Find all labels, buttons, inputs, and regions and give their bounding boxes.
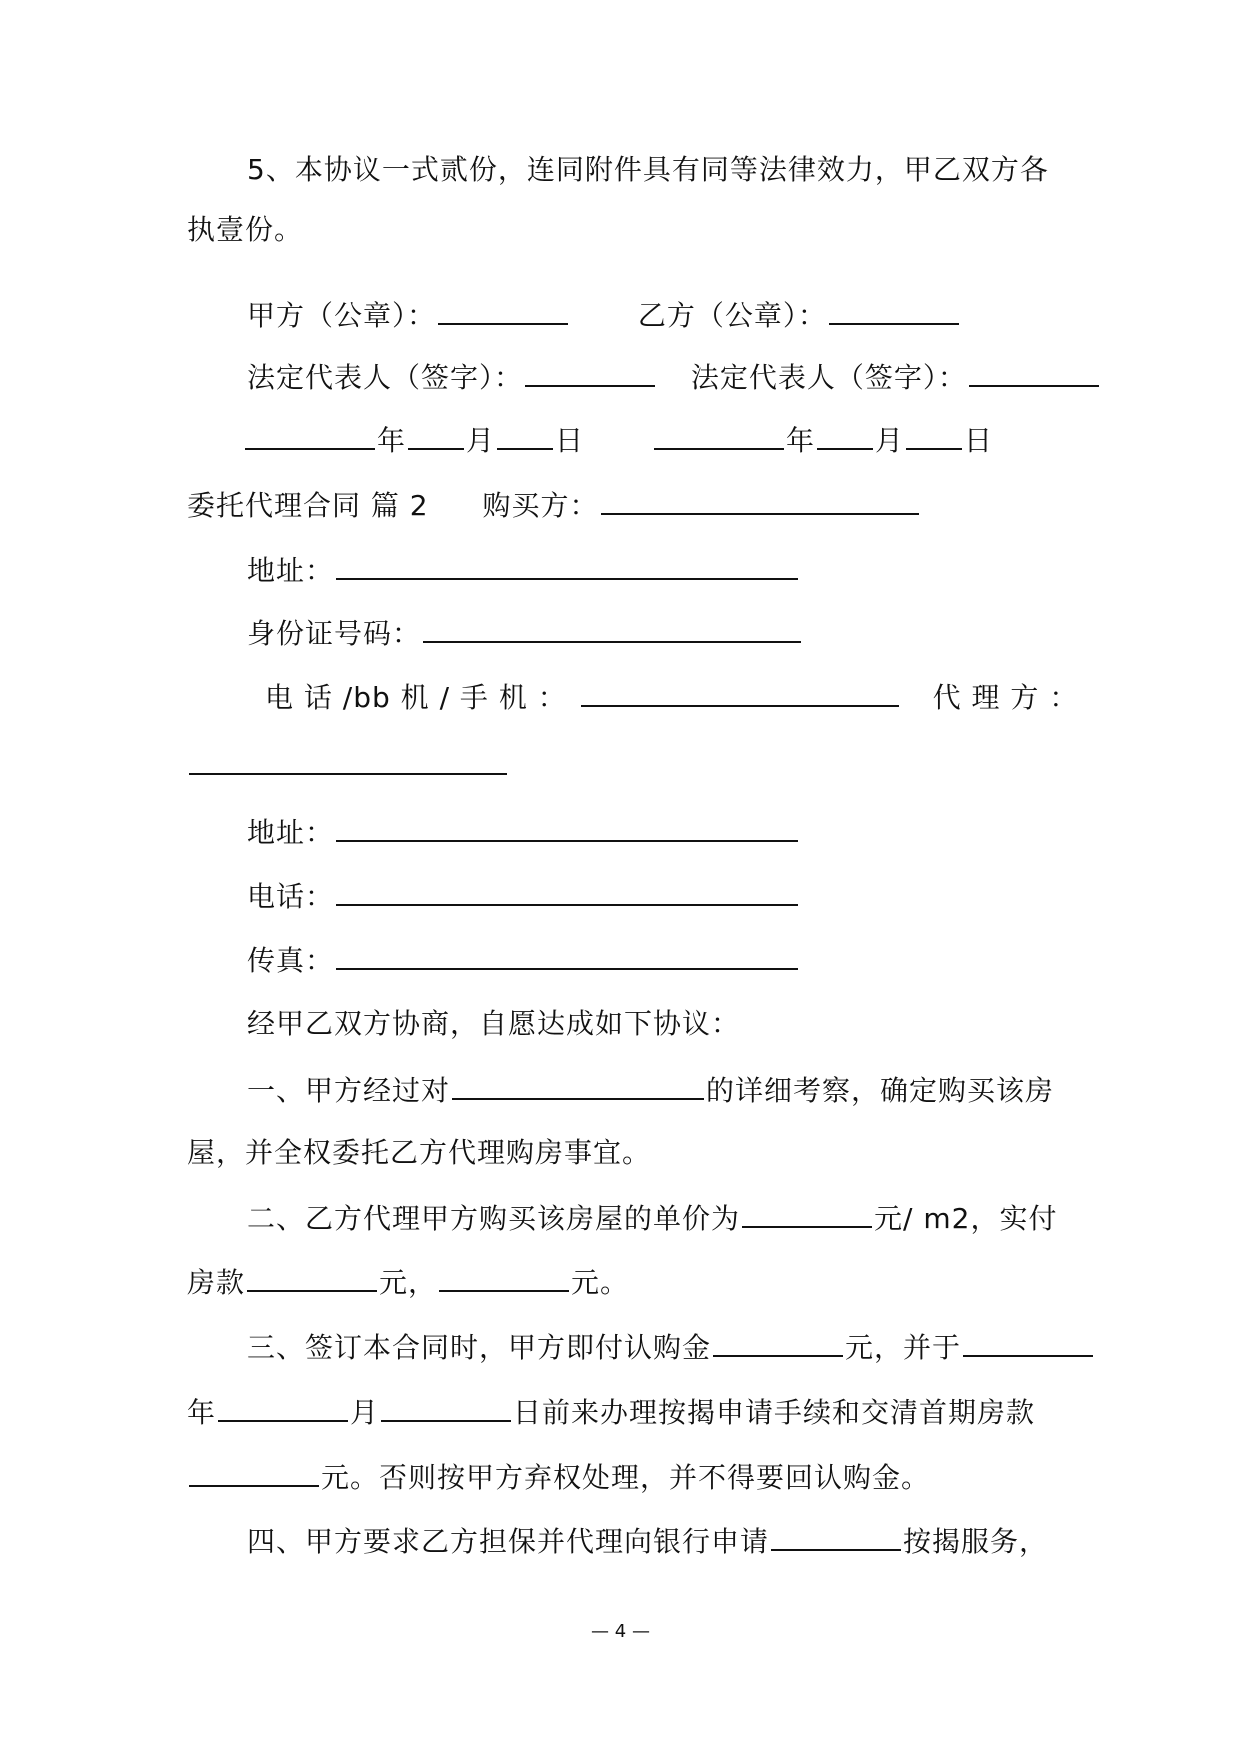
clause-2-payment-blank-1[interactable] [247,1262,377,1292]
buyer-label: 购买方： [482,489,599,522]
clause-1-text-a: 一、甲方经过对 [247,1074,451,1107]
buyer-address-label: 地址： [247,554,335,587]
agent-address-label: 地址： [247,816,335,849]
clause-2-line-2 [187,1262,629,1303]
agent-blank-row [187,745,509,786]
party-b-rep-label: 法定代表人（签字）： [690,361,967,394]
clause-2-text-d: 元， [379,1266,438,1299]
agent-phone-row [247,876,800,917]
clause-5-line-1: 5、本协议一式贰份，连同附件具有同等法律效力，甲乙双方各 [247,153,1049,186]
clause-2-text-a: 二、乙方代理甲方购买该房屋的单价为 [247,1202,741,1235]
buyer-id-blank[interactable] [423,613,801,643]
party-b-day-blank[interactable] [906,420,962,450]
agent-address-blank[interactable] [336,812,798,842]
clause-3-day-blank[interactable] [381,1392,511,1422]
clause-2-unit-price-blank[interactable] [742,1198,872,1228]
clause-2-text-b: 元/ m2，实付 [874,1202,1058,1235]
date-row [243,420,993,461]
clause-5-line-2: 执壹份。 [187,213,304,246]
party-a-seal-blank[interactable] [438,295,568,325]
buyer-phone-row [265,677,1078,718]
party-a-rep-label: 法定代表人（签字）： [247,361,524,394]
clause-2-text-c: 房款 [187,1266,246,1299]
clause-2-text-e: 元。 [571,1266,630,1299]
clause-4-text-b: 按揭服务， [903,1525,1049,1558]
clause-4-mortgage-blank[interactable] [771,1521,901,1551]
party-a-month-blank[interactable] [408,420,464,450]
clause-1-line-1 [247,1070,1054,1111]
agent-phone-blank[interactable] [336,876,798,906]
buyer-phone-blank[interactable] [581,677,899,707]
agent-fax-row [247,940,800,981]
buyer-phone-label: 电 话 /bb 机 / 手 机 ： [265,681,567,714]
year-label-a: 年 [377,424,407,457]
clause-3-month-blank[interactable] [218,1392,348,1422]
buyer-id-label: 身份证号码： [247,617,422,650]
buyer-address-blank[interactable] [336,550,798,580]
section-title-row [187,485,921,526]
page-number: — 4 — [591,1621,650,1642]
clause-2-payment-blank-2[interactable] [439,1262,569,1292]
agent-fax-blank[interactable] [336,940,798,970]
clause-3-down-payment-blank[interactable] [189,1457,319,1487]
clause-1-line-2: 屋，并全权委托乙方代理购房事宜。 [187,1136,652,1169]
clause-3-text-c: 年 [187,1396,217,1429]
day-label-a: 日 [555,424,585,457]
section-title: 委托代理合同 篇 2 [187,489,429,522]
clause-3-line-3 [187,1457,930,1498]
clause-1-property-blank[interactable] [452,1070,704,1100]
clause-3-text-d: 月 [350,1396,380,1429]
clause-2-line-1 [247,1198,1057,1239]
party-a-seal-label: 甲方（公章）： [247,299,437,332]
clause-3-text-f: 元。否则按甲方弃权处理，并不得要回认购金。 [321,1461,931,1494]
clause-4-text-a: 四、甲方要求乙方担保并代理向银行申请 [247,1525,770,1558]
party-a-day-blank[interactable] [497,420,553,450]
clause-3-text-e: 日前来办理按揭申请手续和交清首期房款 [513,1396,1036,1429]
buyer-blank[interactable] [601,485,919,515]
month-label-a: 月 [466,424,496,457]
clause-3-text-a: 三、签订本合同时，甲方即付认购金 [247,1331,712,1364]
party-a-year-blank[interactable] [245,420,375,450]
party-b-rep-blank[interactable] [969,357,1099,387]
party-b-month-blank[interactable] [817,420,873,450]
clause-3-deposit-blank[interactable] [713,1327,843,1357]
year-label-b: 年 [785,424,815,457]
party-b-seal-label: 乙方（公章）： [637,299,827,332]
clause-3-year-blank[interactable] [963,1327,1093,1357]
agent-label: 代 理 方 ： [932,681,1079,714]
month-label-b: 月 [874,424,904,457]
day-label-b: 日 [963,424,993,457]
party-b-seal-blank[interactable] [829,295,959,325]
buyer-id-row [247,613,803,654]
clause-4-line-1 [247,1521,1048,1562]
seal-row [247,295,961,336]
clause-3-text-b: 元，并于 [845,1331,962,1364]
party-b-year-blank[interactable] [654,420,784,450]
agent-address-row [247,812,800,853]
representative-row [247,357,1101,398]
clause-3-line-2 [187,1392,1035,1433]
agent-fax-label: 传真： [247,944,335,977]
party-a-rep-blank[interactable] [525,357,655,387]
agreement-intro: 经甲乙双方协商，自愿达成如下协议： [247,1007,741,1040]
clause-1-text-b: 的详细考察，确定购买该房 [706,1074,1055,1107]
agent-blank[interactable] [189,745,507,775]
agent-phone-label: 电话： [247,880,335,913]
clause-3-line-1 [247,1327,1095,1368]
buyer-address-row [247,550,800,591]
